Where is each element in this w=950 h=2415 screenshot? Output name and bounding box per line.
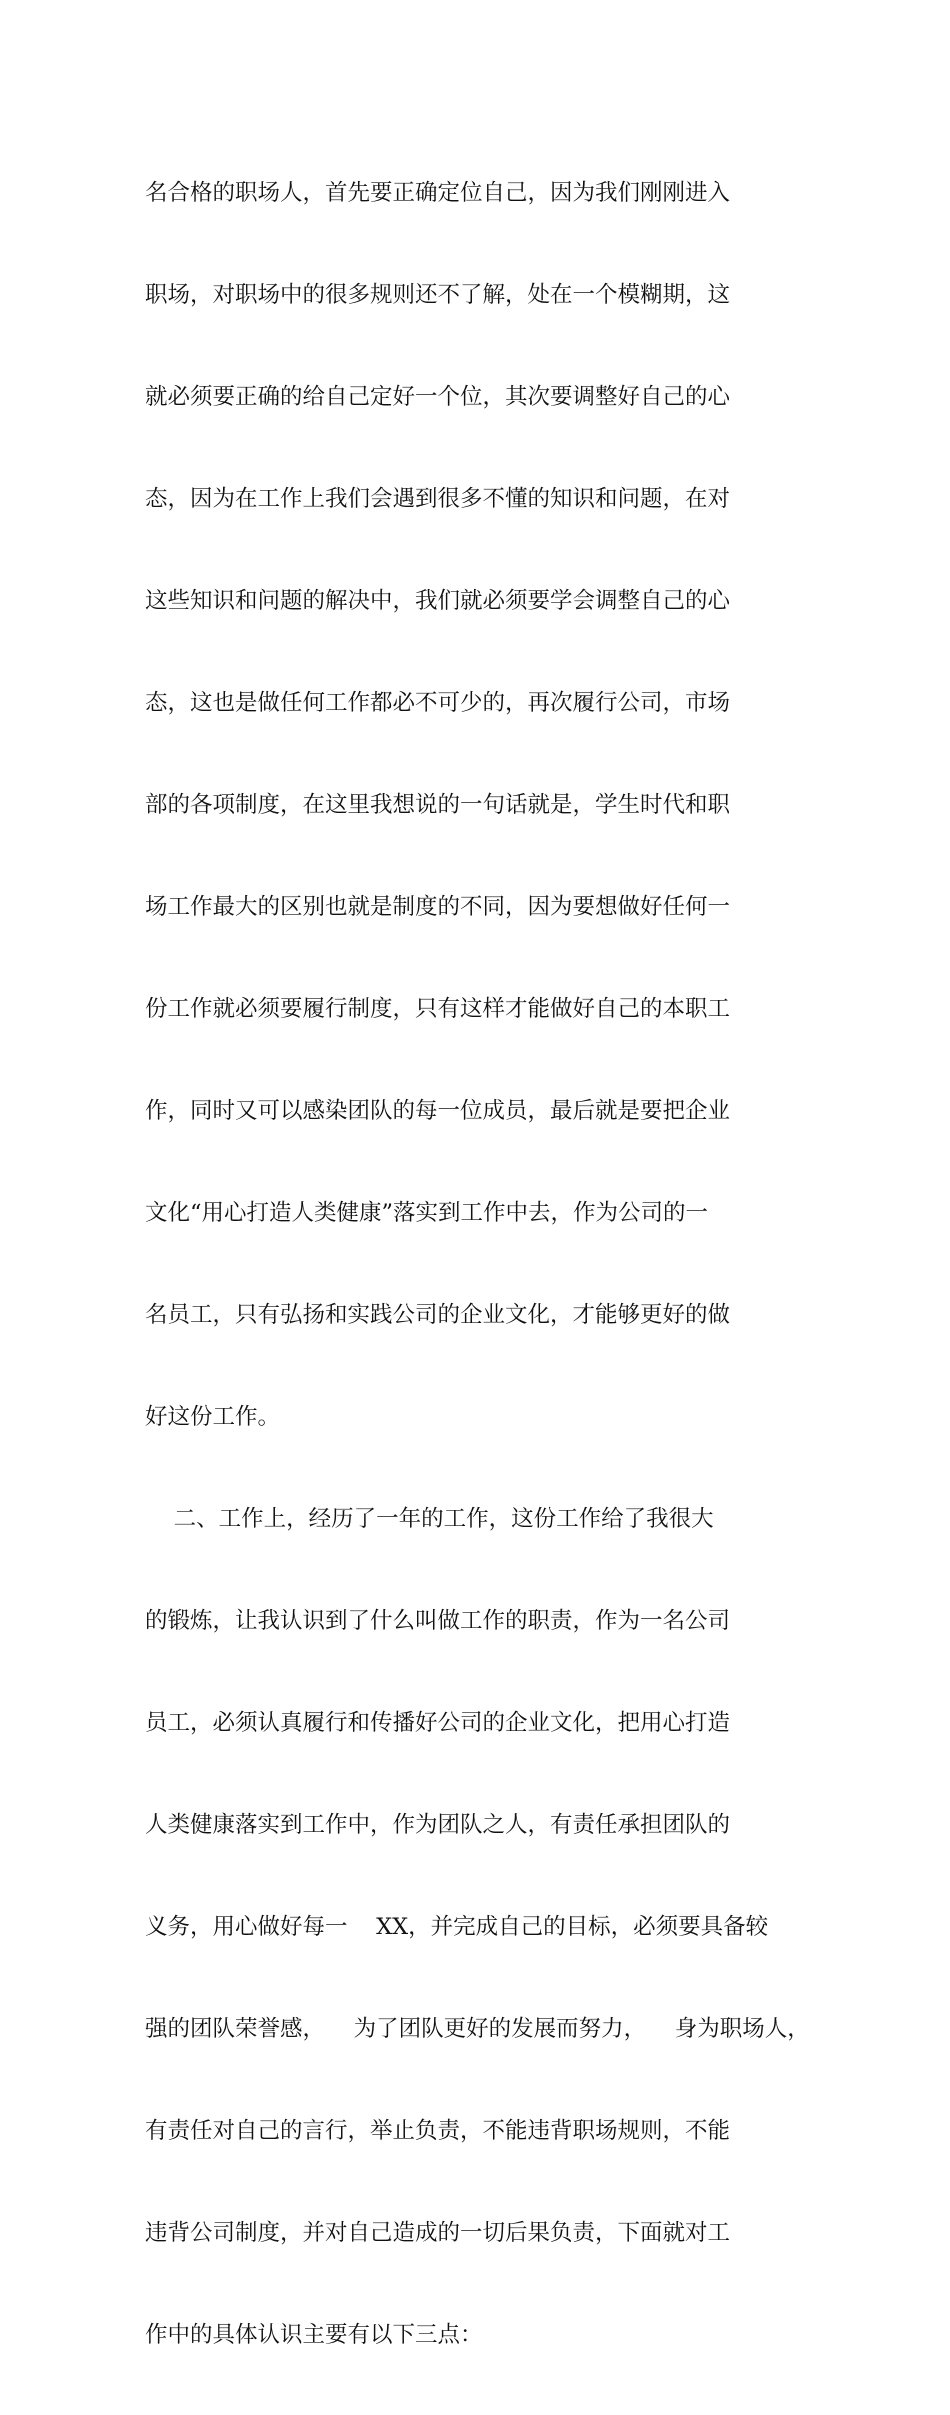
- text-line: 态，这也是做任何工作都必不可少的，再次履行公司，市场: [145, 690, 731, 716]
- text-line: 就必须要正确的给自己定好一个位，其次要调整好自己的心: [145, 384, 731, 410]
- text-line: 义务，用心做好每一 XX，并完成自己的目标，必须要具备较: [145, 1914, 769, 1940]
- text-line: 份工作就必须要履行制度，只有这样才能做好自己的本职工: [145, 996, 731, 1022]
- text-line: 作中的具体认识主要有以下三点：: [145, 2322, 483, 2348]
- text-line: 有责任对自己的言行，举止负责，不能违背职场规则，不能: [145, 2118, 731, 2144]
- text-line: 部的各项制度，在这里我想说的一句话就是，学生时代和职: [145, 792, 731, 818]
- text-line: 的锻炼，让我认识到了什么叫做工作的职责，作为一名公司: [145, 1608, 731, 1634]
- text-line: 违背公司制度，并对自己造成的一切后果负责，下面就对工: [145, 2220, 731, 2246]
- text-line: 职场，对职场中的很多规则还不了解，处在一个模糊期，这: [145, 282, 731, 308]
- text-line: 二、工作上，经历了一年的工作，这份工作给了我很大: [145, 1506, 714, 1532]
- text-line: 文化“用心打造人类健康”落实到工作中去，作为公司的一: [145, 1200, 709, 1226]
- text-line: 名员工，只有弘扬和实践公司的企业文化，才能够更好的做: [145, 1302, 731, 1328]
- text-line: 强的团队荣誉感， 为了团队更好的发展而努力， 身为职场人，: [145, 2016, 810, 2042]
- text-line: 这些知识和问题的解决中，我们就必须要学会调整自己的心: [145, 588, 731, 614]
- text-line: 态，因为在工作上我们会遇到很多不懂的知识和问题，在对: [145, 486, 731, 512]
- text-line: 人类健康落实到工作中，作为团队之人，有责任承担团队的: [145, 1812, 731, 1838]
- text-line: 名合格的职场人，首先要正确定位自己，因为我们刚刚进入: [145, 180, 731, 206]
- text-line: 作，同时又可以感染团队的每一位成员，最后就是要把企业: [145, 1098, 731, 1124]
- body-text: [145, 119, 905, 2415]
- text-line: 员工，必须认真履行和传播好公司的企业文化，把用心打造: [145, 1710, 731, 1736]
- text-line: 场工作最大的区别也就是制度的不同，因为要想做好任何一: [145, 894, 731, 920]
- text-line: 好这份工作。: [145, 1404, 281, 1430]
